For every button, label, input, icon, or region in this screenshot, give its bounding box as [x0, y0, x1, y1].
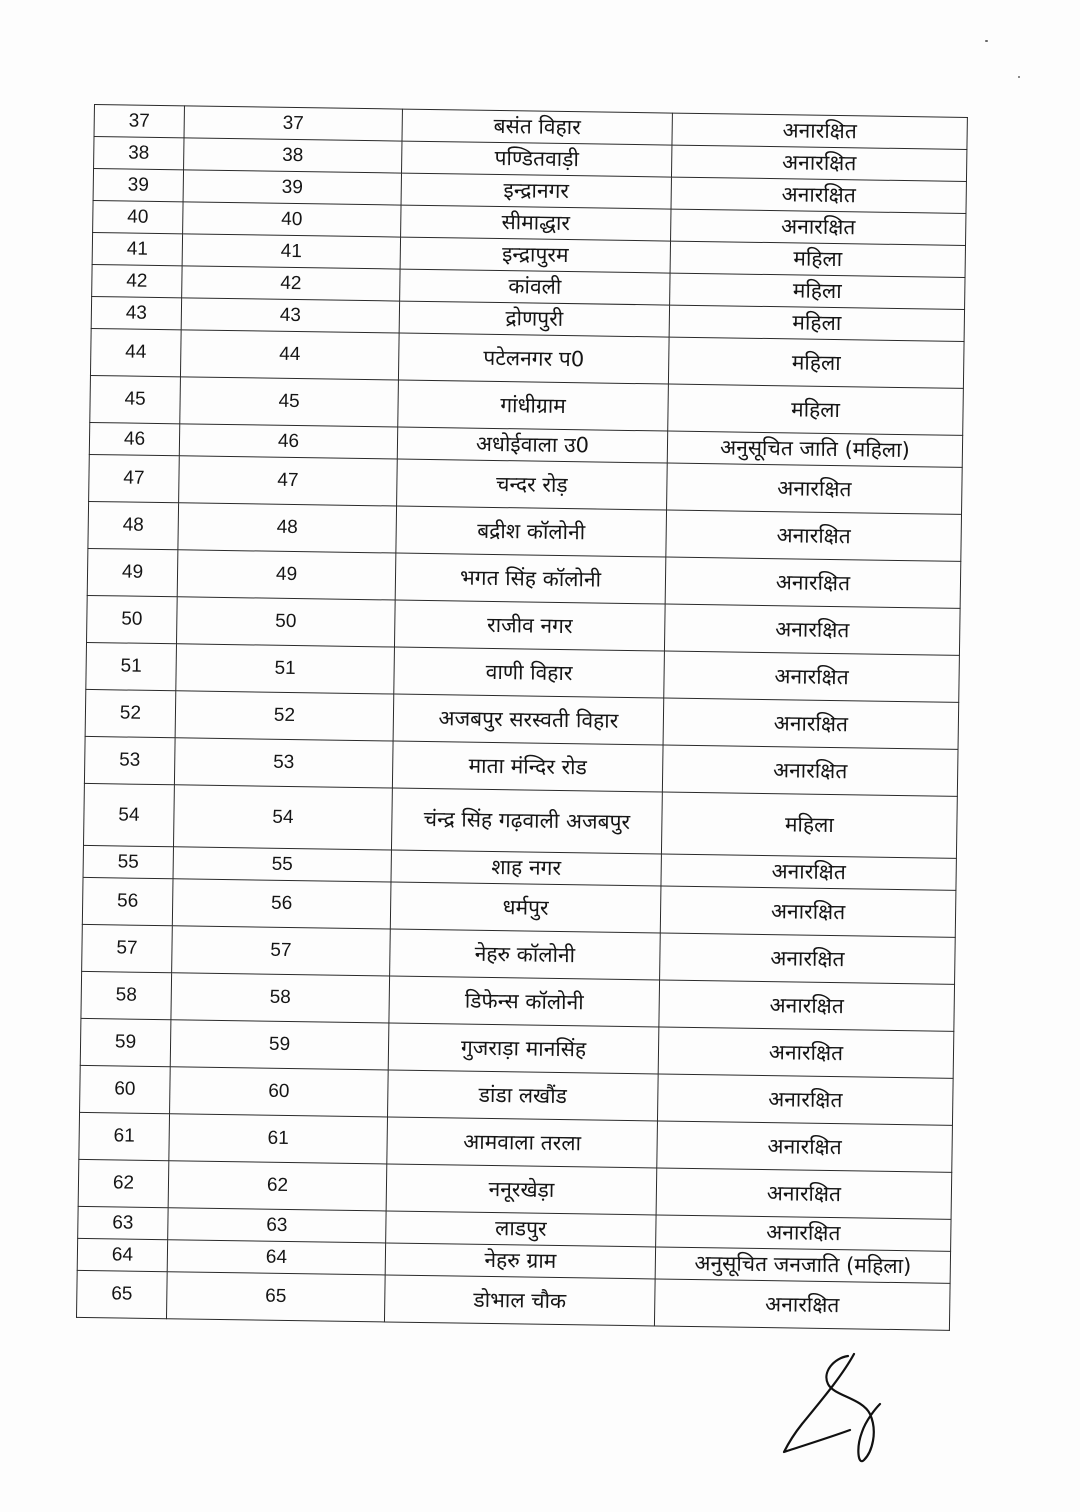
ward-name-cell: राजीव नगर: [394, 600, 665, 651]
ward-number-cell: 53: [174, 738, 393, 788]
reservation-category-cell: अनारक्षित: [659, 980, 955, 1031]
ward-number-cell: 61: [169, 1114, 388, 1164]
reservation-category-cell: अनारक्षित: [671, 209, 966, 245]
ward-number-cell: 56: [172, 879, 391, 929]
signature-mark: [772, 1348, 902, 1468]
ward-number-cell: 45: [180, 377, 399, 427]
reservation-category-cell: महिला: [670, 241, 965, 277]
ward-number-cell: 65: [166, 1272, 385, 1322]
ward-reservation-table: [76, 104, 968, 1331]
ward-number-cell: 37: [184, 106, 402, 141]
reservation-category-cell: अनारक्षित: [654, 1279, 950, 1330]
serial-number-cell: 46: [89, 422, 179, 455]
ward-number-cell: 43: [181, 298, 399, 333]
reservation-category-cell: अनारक्षित: [671, 145, 966, 181]
ward-name-cell: सीमाद्धार: [401, 205, 671, 241]
reservation-category-cell: अनारक्षित: [656, 1215, 951, 1251]
ward-name-cell: डांडा लखौंड: [388, 1070, 659, 1121]
ward-name-cell: ननूरखेड़ा: [386, 1164, 657, 1215]
ward-number-cell: 44: [180, 330, 399, 380]
scan-speck: [985, 40, 988, 42]
ward-name-cell: कांवली: [400, 269, 670, 305]
reservation-category-cell: अनुसूचित जाति (महिला): [667, 431, 962, 467]
ward-name-cell: शाह नगर: [391, 850, 661, 886]
serial-number-cell: 48: [88, 501, 179, 549]
reservation-category-cell: अनारक्षित: [657, 1121, 953, 1172]
serial-number-cell: 58: [81, 971, 172, 1019]
ward-number-cell: 58: [171, 973, 390, 1023]
reservation-category-cell: अनारक्षित: [665, 557, 961, 608]
serial-number-cell: 45: [90, 375, 181, 423]
ward-number-cell: 63: [168, 1208, 386, 1243]
reservation-category-cell: महिला: [661, 792, 957, 858]
reservation-category-cell: अनारक्षित: [672, 113, 967, 149]
serial-number-cell: 57: [82, 924, 173, 972]
reservation-category-cell: अनारक्षित: [671, 177, 966, 213]
serial-number-cell: 55: [83, 845, 173, 878]
serial-number-cell: 52: [85, 689, 176, 737]
ward-name-cell: आमवाला तरला: [387, 1117, 658, 1168]
reservation-category-cell: अनारक्षित: [658, 1027, 954, 1078]
serial-number-cell: 60: [80, 1065, 171, 1113]
ward-name-cell: गांधीग्राम: [398, 380, 669, 431]
ward-number-cell: 62: [168, 1161, 387, 1211]
reservation-category-cell: अनारक्षित: [661, 854, 956, 890]
serial-number-cell: 64: [77, 1238, 167, 1271]
reservation-category-cell: अनारक्षित: [664, 651, 960, 702]
ward-name-cell: डोभाल चौक: [384, 1275, 655, 1326]
ward-number-cell: 41: [182, 234, 400, 269]
ward-number-cell: 47: [179, 456, 398, 506]
serial-number-cell: 49: [87, 548, 178, 596]
ward-number-cell: 64: [167, 1240, 385, 1275]
ward-number-cell: 51: [176, 644, 395, 694]
ward-number-cell: 38: [184, 138, 402, 173]
reservation-category-cell: अनुसूचित जनजाति (महिला): [655, 1247, 950, 1283]
serial-number-cell: 51: [86, 642, 177, 690]
ward-name-cell: बसंत विहार: [402, 109, 672, 145]
serial-number-cell: 53: [84, 736, 175, 784]
ward-name-cell: भगत सिंह कॉलोनी: [395, 553, 666, 604]
ward-name-cell: इन्द्रापुरम: [400, 237, 670, 273]
ward-name-cell: लाडपुर: [386, 1211, 656, 1247]
reservation-category-cell: अनारक्षित: [662, 745, 958, 796]
ward-number-cell: 40: [183, 202, 401, 237]
ward-name-cell: द्रोणपुरी: [399, 301, 669, 337]
ward-number-cell: 60: [170, 1067, 389, 1117]
reservation-category-cell: अनारक्षित: [660, 933, 956, 984]
ward-name-cell: अधोईवाला उ0: [397, 427, 667, 463]
serial-number-cell: 56: [82, 877, 173, 925]
ward-number-cell: 42: [182, 266, 400, 301]
ward-name-cell: चन्दर रोड़: [397, 459, 668, 510]
ward-name-cell: बद्रीश कॉलोनी: [396, 506, 667, 557]
reservation-category-cell: महिला: [670, 273, 965, 309]
ward-name-cell: डिफेन्स कॉलोनी: [389, 976, 660, 1027]
serial-number-cell: 40: [93, 200, 183, 233]
ward-table-body: [76, 105, 967, 1331]
serial-number-cell: 43: [91, 296, 181, 329]
ward-name-cell: चंन्द्र सिंह गढ़वाली अजबपुर: [391, 788, 662, 854]
reservation-category-cell: अनारक्षित: [657, 1074, 953, 1125]
serial-number-cell: 65: [76, 1270, 167, 1318]
serial-number-cell: 59: [80, 1018, 171, 1066]
reservation-category-cell: अनारक्षित: [660, 886, 956, 937]
ward-name-cell: गुजराड़ा मानसिंह: [388, 1023, 659, 1074]
ward-number-cell: 50: [177, 597, 396, 647]
reservation-category-cell: महिला: [669, 305, 964, 341]
ward-name-cell: धर्मपुर: [390, 882, 661, 933]
ward-number-cell: 59: [170, 1020, 389, 1070]
ward-number-cell: 49: [177, 550, 396, 600]
ward-name-cell: इन्द्रानगर: [401, 173, 671, 209]
serial-number-cell: 39: [93, 169, 183, 202]
reservation-category-cell: अनारक्षित: [664, 604, 960, 655]
ward-name-cell: वाणी विहार: [394, 647, 665, 698]
ward-name-cell: अजबपुर सरस्वती विहार: [393, 694, 664, 745]
serial-number-cell: 41: [92, 232, 182, 265]
serial-number-cell: 42: [92, 264, 182, 297]
serial-number-cell: 37: [94, 105, 184, 138]
ward-number-cell: 48: [178, 503, 397, 553]
ward-name-cell: नेहरु ग्राम: [385, 1243, 655, 1279]
scan-speck: [1018, 76, 1020, 78]
serial-number-cell: 54: [83, 783, 174, 846]
serial-number-cell: 50: [87, 595, 178, 643]
ward-reservation-table-wrap: [76, 104, 967, 1331]
ward-number-cell: 52: [175, 691, 394, 741]
serial-number-cell: 62: [78, 1159, 169, 1207]
ward-number-cell: 46: [179, 424, 397, 459]
reservation-category-cell: अनारक्षित: [656, 1168, 952, 1219]
serial-number-cell: 44: [90, 328, 181, 376]
ward-name-cell: पटेलनगर प0: [398, 333, 669, 384]
reservation-category-cell: अनारक्षित: [663, 698, 959, 749]
serial-number-cell: 61: [79, 1112, 170, 1160]
ward-number-cell: 57: [172, 926, 391, 976]
reservation-category-cell: महिला: [668, 337, 964, 388]
ward-name-cell: माता मंन्दिर रोड: [392, 741, 663, 792]
reservation-category-cell: महिला: [668, 384, 964, 435]
ward-number-cell: 54: [173, 785, 392, 850]
serial-number-cell: 63: [78, 1206, 168, 1239]
ward-number-cell: 39: [183, 170, 401, 205]
reservation-category-cell: अनारक्षित: [667, 463, 963, 514]
ward-name-cell: पण्डितवाड़ी: [402, 141, 672, 177]
ward-name-cell: नेहरु कॉलोनी: [390, 929, 661, 980]
reservation-category-cell: अनारक्षित: [666, 510, 962, 561]
ward-number-cell: 55: [173, 847, 391, 882]
serial-number-cell: 38: [94, 137, 184, 170]
serial-number-cell: 47: [89, 454, 180, 502]
